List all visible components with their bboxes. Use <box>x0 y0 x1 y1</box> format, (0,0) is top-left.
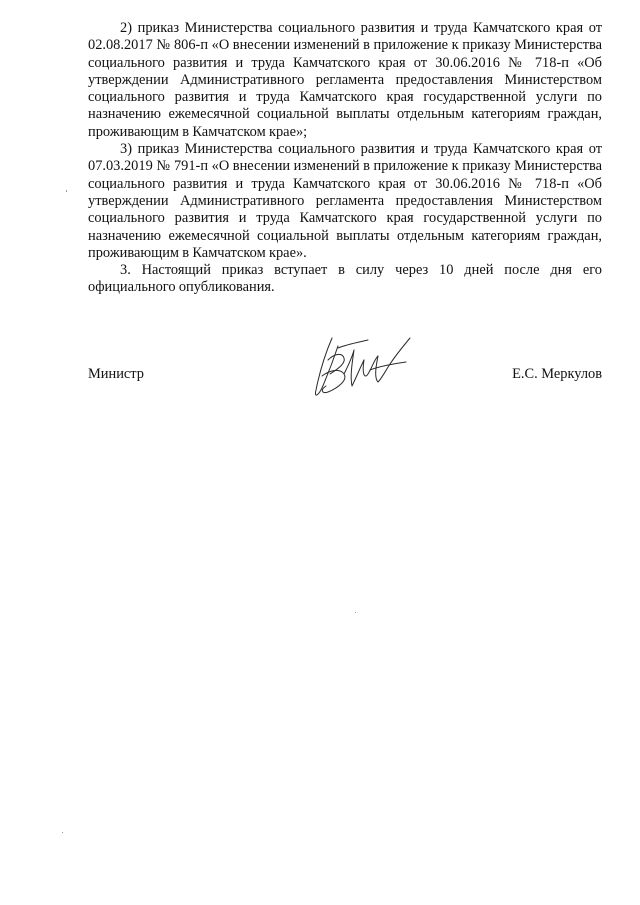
paragraph-effective-date: 3. Настоящий приказ вступает в силу через 10 дней после дня его официального опубликования. <box>88 262 602 296</box>
scan-speck <box>355 612 356 613</box>
scan-speck <box>62 832 63 833</box>
document-body <box>88 20 602 297</box>
scan-speck <box>66 190 67 192</box>
paragraph-item-2: 2) приказ Министерства социального развития и труда Камчатского края от 02.08.2017 № 806-п «О внесении изменений в приложение к приказу Министерства социального развития и труда Камчатского края от 30.06.2016 № 718-п «Об утверждении Административного регламента предоставления Министерством социального развития и труда Камчатского края государственной услуги по назначению ежемесячной социальной выплаты отдельным категориям граждан, проживающим в Камчатском крае»; <box>88 20 602 140</box>
signatory-position: Министр <box>88 366 144 382</box>
signatory-name: Е.С. Меркулов <box>512 366 602 382</box>
paragraph-item-3: 3) приказ Министерства социального развития и труда Камчатского края от 07.03.2019 № 791-п «О внесении изменений в приложение к приказу Министерства социального развития и труда Камчатского края от 30.06.2016 № 718-п «Об утверждении Административного регламента предоставления Министерством социального развития и труда Камчатского края государственной услуги по назначению ежемесячной социальной выплаты отдельным категориям граждан, проживающим в Камчатском крае». <box>88 141 602 261</box>
handwritten-signature-icon <box>308 330 418 402</box>
